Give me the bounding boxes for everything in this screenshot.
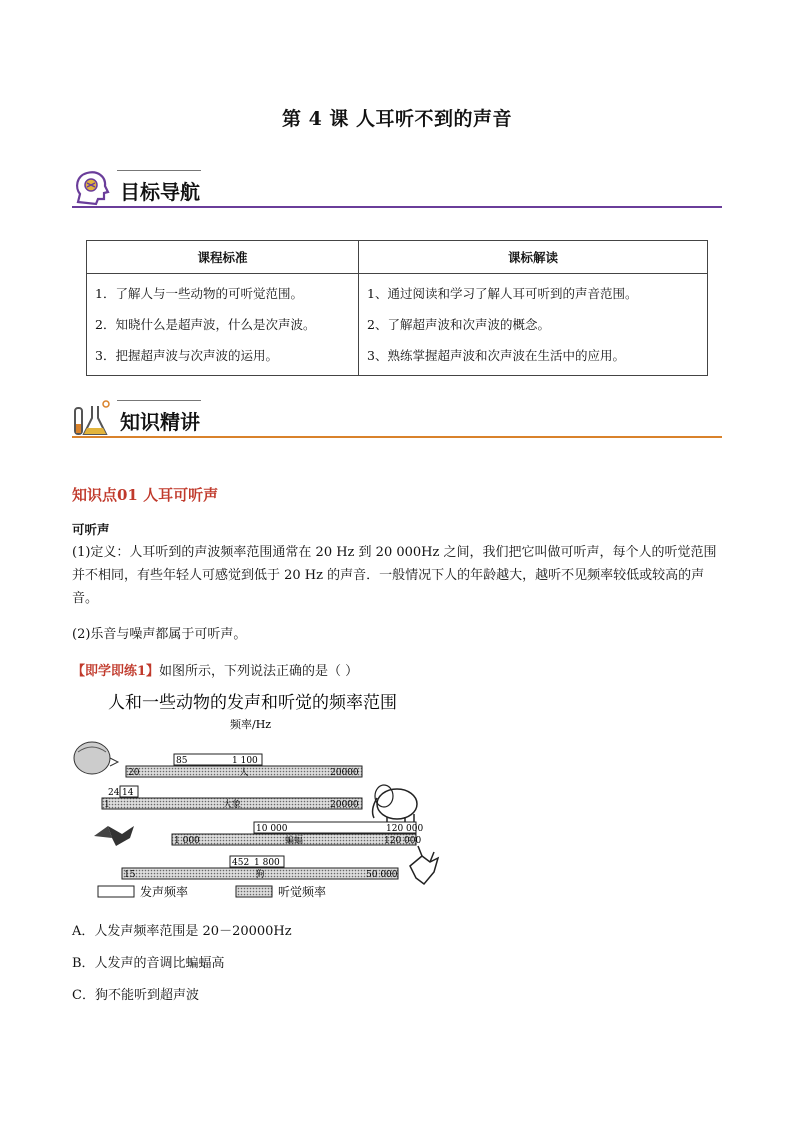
section-header-knowledge <box>72 398 722 440</box>
list-item: 1．了解人与一些动物的可听觉范围。 <box>95 286 303 301</box>
subheading: 可听声 <box>72 522 110 537</box>
emit-label-start: 10 000 <box>256 824 288 834</box>
hear-label-end: 120 000 <box>384 836 422 846</box>
emit-label-start: 452 <box>232 858 250 868</box>
section-header-goals <box>72 168 722 210</box>
hear-label-start: 1 <box>104 800 110 810</box>
emit-label-end: 1 800 <box>254 858 280 868</box>
list-item: 3．把握超声波与次声波的运用。 <box>95 348 278 363</box>
series-label: 狗 <box>255 870 265 880</box>
head-brain-icon <box>72 168 112 208</box>
emit-label-start: 85 <box>176 756 188 766</box>
list-item: 3、熟练掌握超声波和次声波在生活中的应用。 <box>367 348 625 363</box>
hear-label-start: 15 <box>124 870 136 880</box>
emit-label-end: 120 000 <box>386 824 424 834</box>
section-title-knowledge: 知识精讲 <box>120 410 200 434</box>
series-label: 人 <box>239 768 249 778</box>
hear-label-end: 20000 <box>330 800 359 810</box>
bat-icon <box>94 826 134 846</box>
option-a[interactable]: A．人发声频率范围是 20－20000Hz <box>72 924 292 939</box>
question-tag: 【即学即练1】 <box>72 664 160 679</box>
page-title: 第 4 课 人耳听不到的声音 <box>281 108 513 130</box>
hear-label-start: 1 000 <box>174 836 200 846</box>
chart-unit-label: 频率/Hz <box>230 718 272 731</box>
curriculum-table <box>86 240 708 376</box>
emit-label-end: 24 <box>108 788 120 798</box>
question-text: 如图所示，下列说法正确的是（ ） <box>159 664 359 679</box>
legend-swatch-emit <box>98 886 134 897</box>
legend-swatch-hear <box>236 886 272 897</box>
hear-label-end: 20000 <box>330 768 359 778</box>
elephant-icon <box>373 785 417 826</box>
emit-label-end: 1 100 <box>232 756 258 766</box>
table-cell-standards <box>87 274 359 376</box>
legend-label-emit: 发声频率 <box>140 885 189 899</box>
paragraph-definition: (1)定义：人耳听到的声波频率范围通常在 20 Hz 到 20 000Hz 之间，我们把它叫做可听声，每个人的听觉范围并不相同，有些年轻人可感觉到低于 20 Hz 的声音．一般情况下人的年龄越大，越听不见频率较低或较高的声音。 <box>72 545 717 606</box>
practice-question <box>72 660 358 679</box>
table-cell-interpretation <box>359 274 708 376</box>
frequency-range-chart <box>72 686 452 906</box>
option-b[interactable]: B．人发声的音调比蝙蝠高 <box>72 956 225 971</box>
chart-title: 人和一些动物的发声和听觉的频率范围 <box>108 693 397 713</box>
hear-label-end: 50 000 <box>366 870 398 880</box>
knowledge-point-title: 知识点01 人耳可听声 <box>72 486 219 504</box>
list-item: 1、通过阅读和学习了解人耳可听到的声音范围。 <box>367 286 638 301</box>
emit-label-start: 14 <box>122 788 134 798</box>
table-header-interpretation: 课标解读 <box>359 241 708 274</box>
section-title-goals: 目标导航 <box>120 180 200 204</box>
list-item: 2．知晓什么是超声波，什么是次声波。 <box>95 317 316 332</box>
legend-label-hear: 听觉频率 <box>278 885 327 899</box>
table-header-standard: 课程标准 <box>87 241 359 274</box>
paragraph-note: (2)乐音与噪声都属于可听声。 <box>72 627 247 642</box>
option-c[interactable]: C．狗不能听到超声波 <box>72 988 199 1003</box>
series-label: 蝙蝠 <box>284 836 304 846</box>
hear-label-start: 20 <box>128 768 140 778</box>
series-label: 大象 <box>222 800 242 810</box>
human-head-icon <box>74 742 118 774</box>
flask-icon <box>72 398 112 438</box>
dog-icon <box>410 846 438 884</box>
list-item: 2、了解超声波和次声波的概念。 <box>367 317 550 332</box>
